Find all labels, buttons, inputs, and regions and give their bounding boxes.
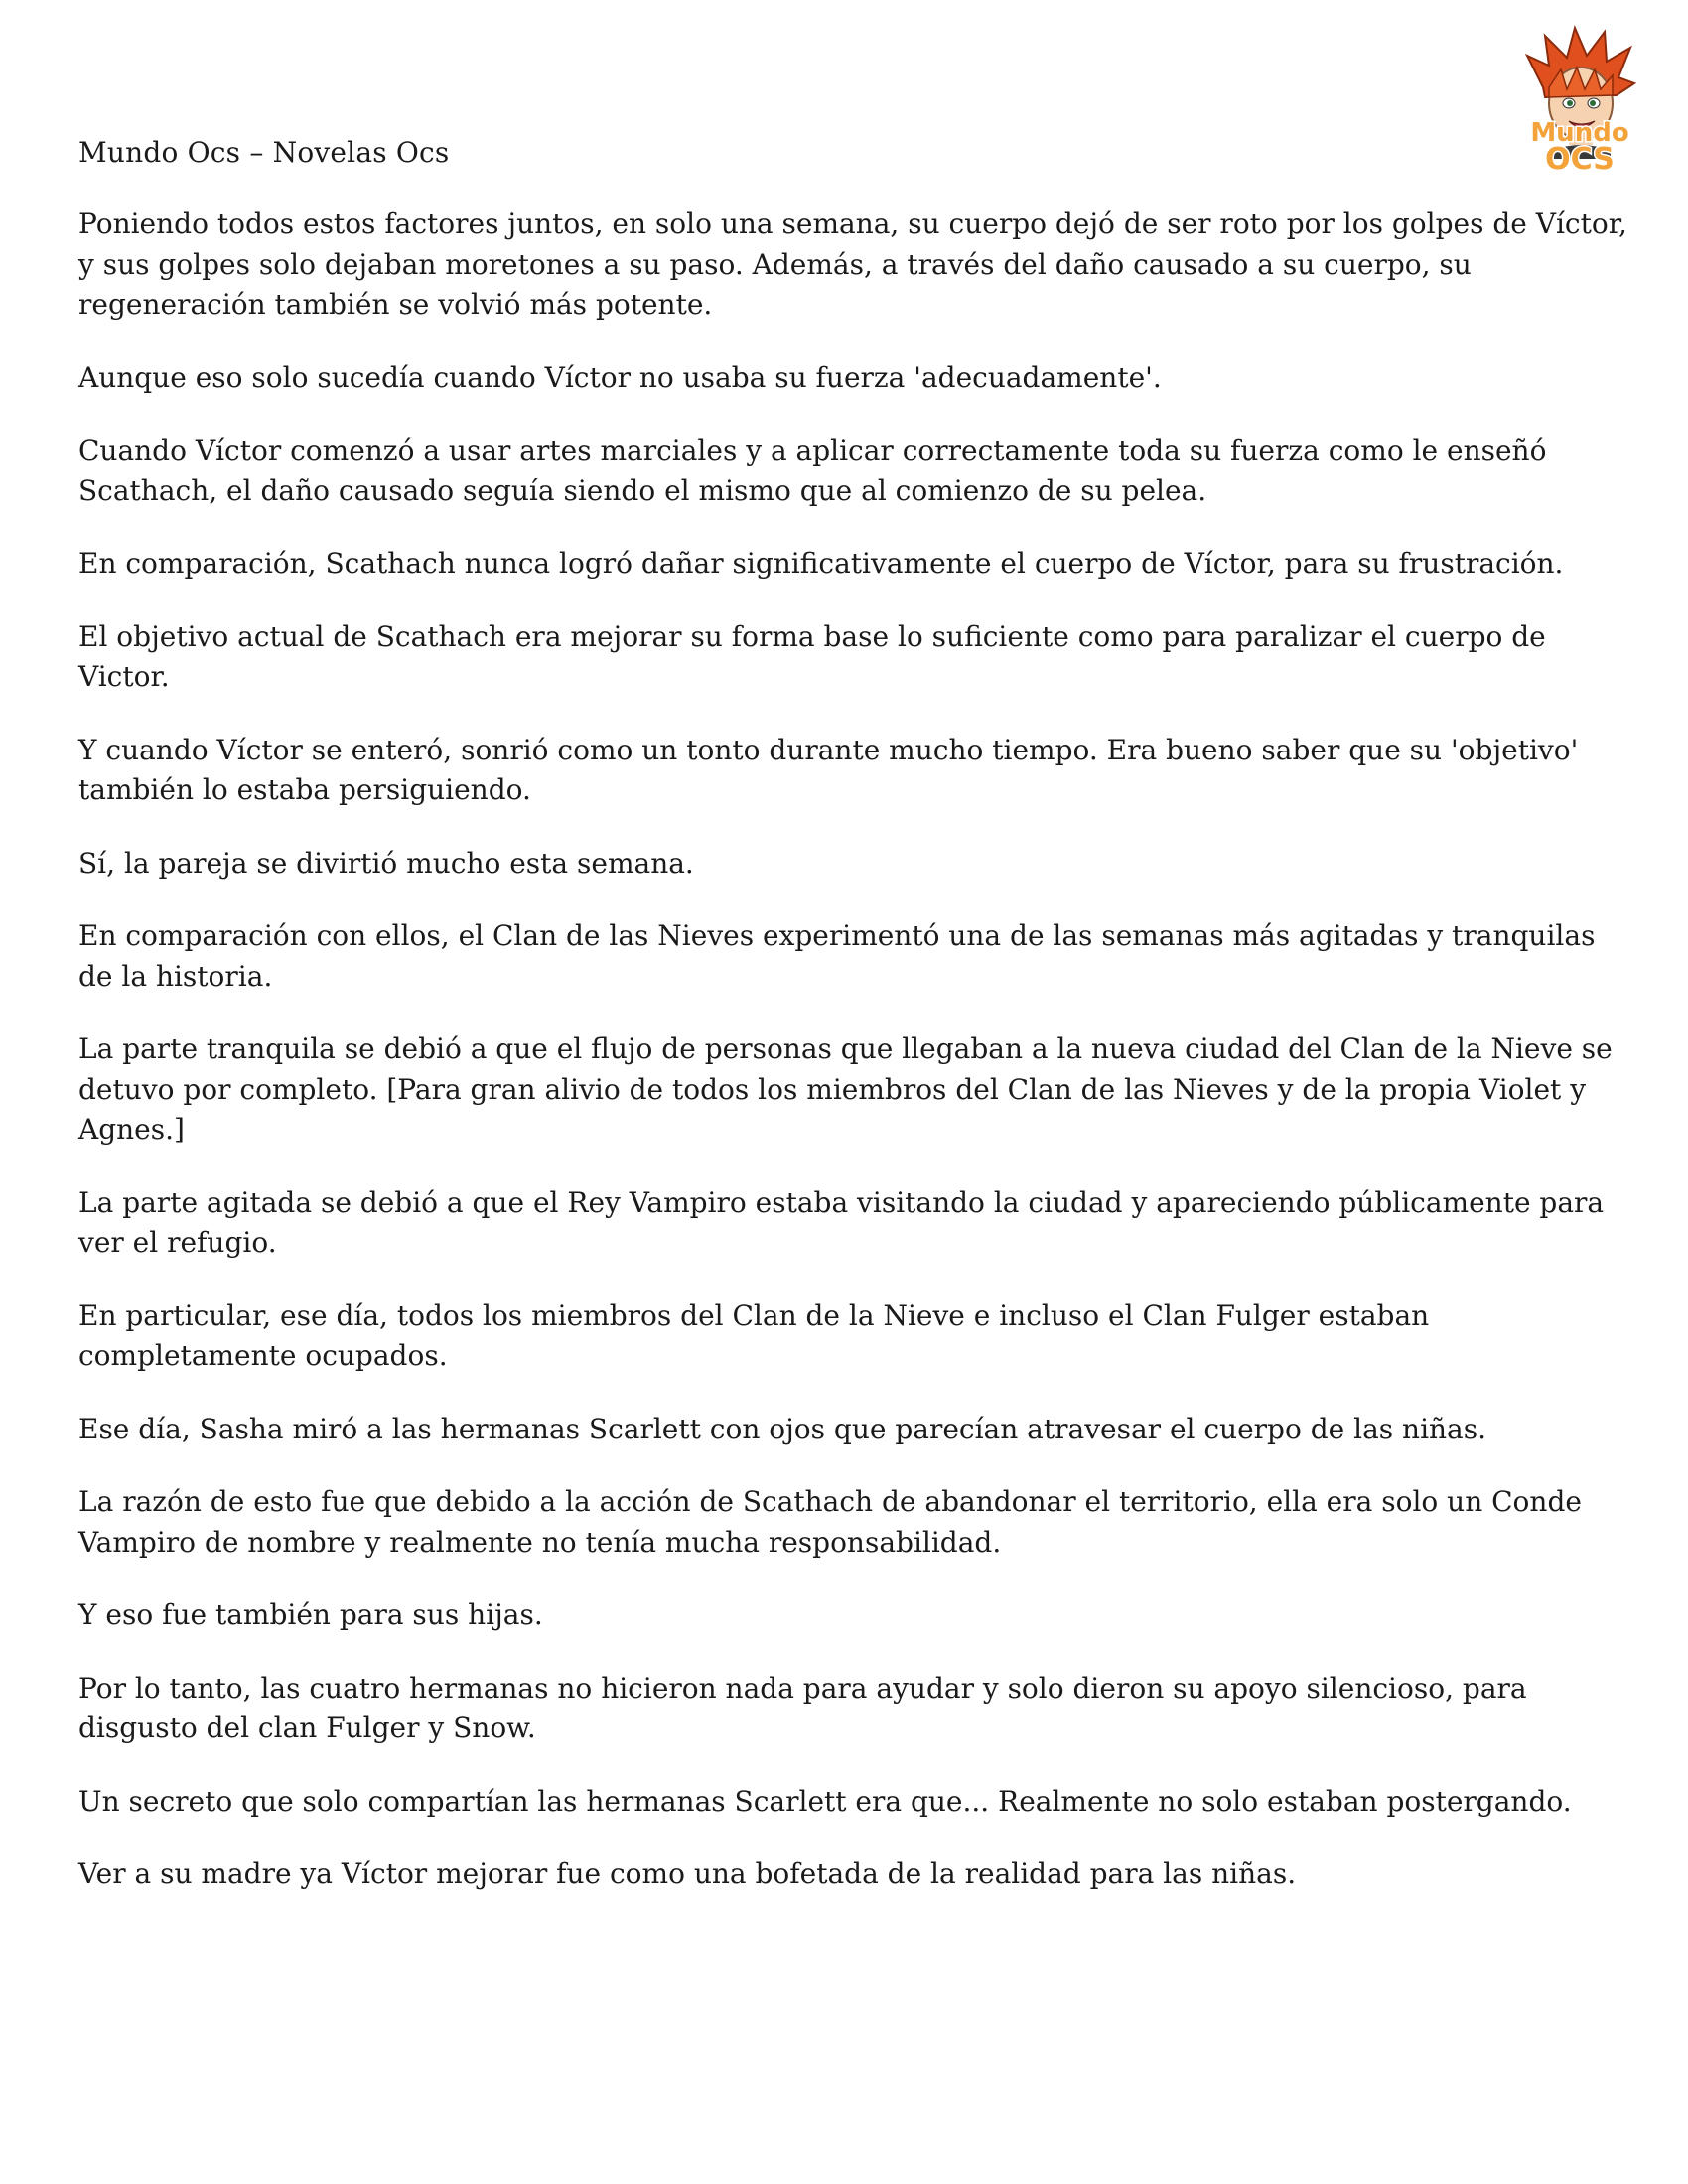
paragraph: Sí, la pareja se divirtió mucho esta semana. [78, 846, 694, 880]
svg-text:Mundo: Mundo [1530, 118, 1629, 148]
page-header: Mundo Ocs – Novelas Ocs [78, 136, 450, 169]
paragraph: En particular, ese día, todos los miembros del Clan de la Nieve e incluso el Clan Fulger estaban completamente ocupados. [78, 1298, 1430, 1372]
paragraph: Por lo tanto, las cuatro hermanas no hicieron nada para ayudar y solo dieron su apoyo silencioso, para disgusto del clan Fulger y Snow. [78, 1671, 1527, 1744]
paragraph: En comparación con ellos, el Clan de las Nieves experimentó una de las semanas más agitadas y tranquilas de la historia. [78, 919, 1596, 993]
document-body [78, 205, 1627, 1928]
paragraph: Y cuando Víctor se enteró, sonrió como un tonto durante mucho tiempo. Era bueno saber que su 'objetivo' también lo estaba persiguiendo. [78, 733, 1579, 806]
paragraph: Y eso fue también para sus hijas. [78, 1598, 543, 1631]
mundo-ocs-logo [1505, 18, 1654, 175]
svg-text:OCS: OCS [1545, 142, 1615, 175]
paragraph: Un secreto que solo compartían las hermanas Scarlett era que... Realmente no solo estaban postergando. [78, 1784, 1572, 1818]
paragraph: Ver a su madre ya Víctor mejorar fue como una bofetada de la realidad para las niñas. [78, 1857, 1297, 1890]
paragraph: En comparación, Scathach nunca logró dañar significativamente el cuerpo de Víctor, para su frustración. [78, 547, 1564, 580]
paragraph: La razón de esto fue que debido a la acción de Scathach de abandonar el territorio, ella era solo un Conde Vampiro de nombre y realmente no tenía mucha responsabilidad. [78, 1485, 1582, 1559]
paragraph: Ese día, Sasha miró a las hermanas Scarlett con ojos que parecían atravesar el cuerpo de las niñas. [78, 1412, 1487, 1445]
logo-graphic [1505, 18, 1654, 175]
paragraph: Poniendo todos estos factores juntos, en solo una semana, su cuerpo dejó de ser roto por los golpes de Víctor, y sus golpes solo dejaban moretones a su paso. Además, a través del daño causado a su cuerpo, su regeneración también se volvió más potente. [78, 207, 1627, 321]
paragraph: La parte tranquila se debió a que el flujo de personas que llegaban a la nueva ciudad del Clan de la Nieve se detuvo por completo. [Para gran alivio de todos los miembros del Clan de las Nieves y de la propia Violet y Agnes.] [78, 1032, 1613, 1146]
paragraph: El objetivo actual de Scathach era mejorar su forma base lo suficiente como para paralizar el cuerpo de Victor. [78, 619, 1546, 693]
paragraph: Aunque eso solo sucedía cuando Víctor no usaba su fuerza 'adecuadamente'. [78, 360, 1162, 394]
paragraph: Cuando Víctor comenzó a usar artes marciales y a aplicar correctamente toda su fuerza como le enseñó Scathach, el daño causado seguía siendo el mismo que al comienzo de su pelea. [78, 434, 1547, 507]
paragraph: La parte agitada se debió a que el Rey Vampiro estaba visitando la ciudad y apareciendo públicamente para ver el refugio. [78, 1185, 1605, 1259]
